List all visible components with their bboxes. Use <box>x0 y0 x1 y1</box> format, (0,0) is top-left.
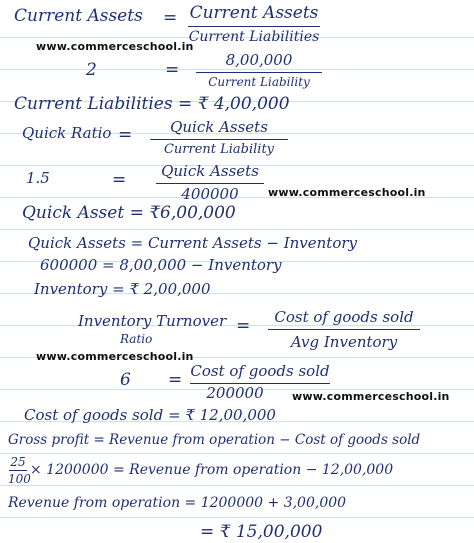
l6-text: Quick Asset = ₹6,00,000 <box>22 203 236 223</box>
l14-frac-den: 100 <box>8 472 31 486</box>
l14-frac-num: 25 <box>10 455 26 469</box>
l1-lhs: Current Assets <box>14 6 143 26</box>
l1-eq: = <box>163 8 178 28</box>
l5-lhs: 1.5 <box>26 169 50 187</box>
l8-text: 600000 = 8,00,000 − Inventory <box>40 256 282 274</box>
l7-text: Quick Assets = Current Assets − Inventory <box>28 234 357 252</box>
l11-eq: = <box>168 370 183 390</box>
l3-text: Current Liabilities = ₹ 4,00,000 <box>14 94 290 114</box>
l5-fraction-bar <box>156 183 264 184</box>
watermark-2: www.commerceschool.in <box>268 186 426 199</box>
l13-text: Gross profit = Revenue from operation − Cost of goods sold <box>8 432 421 448</box>
l9-text: Inventory = ₹ 2,00,000 <box>34 280 211 298</box>
l10-lhs-2: Ratio <box>120 332 153 346</box>
l2-eq: = <box>165 60 180 80</box>
l10-fraction-bar <box>268 329 420 330</box>
watermark-3: www.commerceschool.in <box>36 350 194 363</box>
l5-num: Quick Assets <box>161 162 259 180</box>
l5-den: 400000 <box>181 185 239 203</box>
watermark-4: www.commerceschool.in <box>292 390 450 403</box>
l4-lhs: Quick Ratio <box>22 124 112 142</box>
l2-num: 8,00,000 <box>225 51 293 69</box>
l11-num: Cost of goods sold <box>190 362 330 380</box>
l1-den: Current Liabilities <box>188 29 320 45</box>
l12-text: Cost of goods sold = ₹ 12,00,000 <box>24 406 276 424</box>
l10-den: Avg Inventory <box>290 333 398 351</box>
l11-den: 200000 <box>206 384 264 402</box>
l10-eq: = <box>236 316 251 336</box>
l15-text: Revenue from operation = 1200000 + 3,00,000 <box>8 495 347 511</box>
l2-den: Current Liability <box>208 75 310 89</box>
l10-num: Cost of goods sold <box>274 308 414 326</box>
l2-lhs: 2 <box>86 60 97 80</box>
l1-fraction-bar <box>188 26 320 27</box>
l4-fraction-bar <box>150 139 288 140</box>
l10-lhs-1: Inventory Turnover <box>78 312 227 330</box>
l4-num: Quick Assets <box>170 118 268 136</box>
l1-num: Current Assets <box>189 3 319 23</box>
l16-text: = ₹ 15,00,000 <box>200 522 323 542</box>
l4-eq: = <box>118 125 133 145</box>
l5-eq: = <box>112 170 127 190</box>
watermark-1: www.commerceschool.in <box>36 40 194 53</box>
l14-fraction-bar <box>9 470 27 471</box>
l11-lhs: 6 <box>120 370 131 390</box>
l2-fraction-bar <box>196 72 322 73</box>
l14-text: × 1200000 = Revenue from operation − 12,00,000 <box>30 462 394 478</box>
l4-den: Current Liability <box>163 142 275 157</box>
